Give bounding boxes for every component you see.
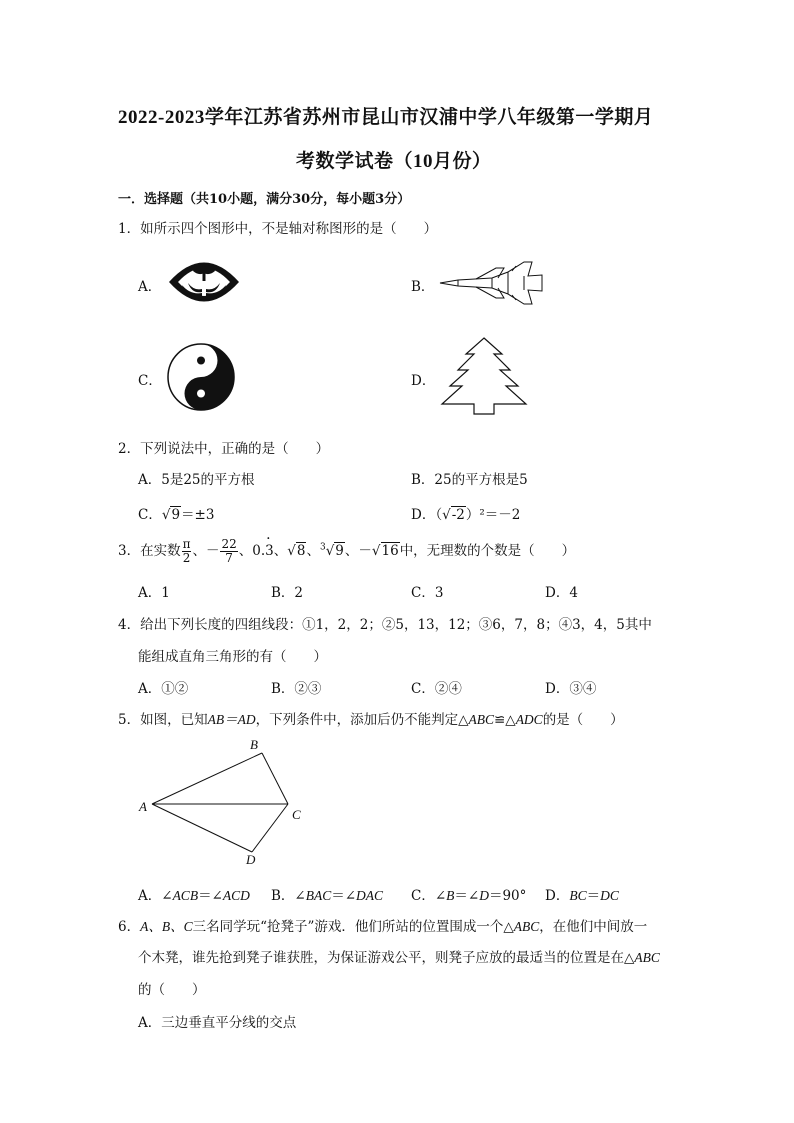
- q1-stem: 1．如所示四个图形中，不是轴对称图形的是（ ）: [118, 221, 438, 237]
- q5-option-c: C．∠B＝∠D＝90°: [411, 888, 527, 904]
- q5-point-a: A: [139, 799, 147, 814]
- q3-option-a: A．1: [138, 585, 170, 601]
- q2-option-a: A．5是25的平方根: [138, 472, 255, 488]
- emblem-icon: [166, 249, 242, 315]
- q6-stem-line1: 6．A、B、C三名同学玩“抢凳子”游戏．他们所站的位置围成一个△ABC，在他们中间放一: [118, 919, 648, 935]
- q6-stem-line2: 个木凳，谁先抢到凳子谁获胜，为保证游戏公平，则凳子应放的最适当的位置是在△ABC: [138, 950, 660, 966]
- page-title-line1: 2022-2023学年江苏省苏州市昆山市汉浦中学八年级第一学期月: [118, 107, 654, 128]
- q3-option-b: B．2: [271, 585, 304, 601]
- jet-plane-icon: [438, 258, 544, 308]
- q5-point-b: B: [250, 737, 258, 752]
- pine-tree-icon: [436, 336, 532, 416]
- q2-option-b: B．25的平方根是5: [411, 472, 528, 488]
- q1-label-a: A．: [138, 279, 162, 295]
- q3-frac-pi: $\frac{\pi}{2}$: [182, 537, 191, 565]
- q5-quadrilateral-diagram: [140, 735, 320, 870]
- q1-label-b: B．: [411, 279, 435, 295]
- q4-option-b: B．②③: [271, 681, 322, 697]
- q3-option-c: C．3: [411, 585, 444, 601]
- q6-stem-line3: 的（ ）: [138, 982, 206, 998]
- q4-option-d: D．③④: [545, 681, 597, 697]
- q5-option-a: A．∠ACB＝∠ACD: [138, 888, 250, 904]
- section-heading: 一．选择题（共10小题，满分30分，每小题3分）: [118, 192, 411, 207]
- q5-stem: 5．如图，已知AB＝AD，下列条件中，添加后仍不能判定△ABC≌△ADC的是（ ）: [118, 712, 624, 728]
- yin-yang-icon: [166, 342, 236, 412]
- q5-option-b: B．∠BAC＝∠DAC: [271, 888, 384, 904]
- q5-option-d: D．BC＝DC: [545, 888, 619, 904]
- q3-frac-22-7: $\frac{22}{7}$: [221, 537, 237, 565]
- q3-option-d: D．4: [545, 585, 578, 601]
- q2-option-c: C．√9＝±3: [138, 507, 215, 523]
- page-title-line2: 考数学试卷（10月份）: [296, 151, 492, 172]
- q2-option-d: D．（√-2）²＝－2: [411, 507, 521, 523]
- q3-stem: 3．在实数 $\frac{\pi}{2}$ 、－ $\frac{22}{7}$ 、0.· 3、√8、$^3$√9、－√16中，无理数的个数是（ ）: [118, 538, 575, 565]
- q4-option-c: C．②④: [411, 681, 462, 697]
- q1-label-d: D．: [411, 373, 436, 389]
- q4-option-a: A．①②: [138, 681, 189, 697]
- q1-label-c: C．: [138, 373, 162, 389]
- q6-option-a: A．三边垂直平分线的交点: [138, 1015, 297, 1031]
- q4-stem-line1: 4．给出下列长度的四组线段：①1，2，2；②5，13，12；③6，7，8；④3，4，5其中: [118, 617, 652, 633]
- q4-stem-line2: 能组成直角三角形的有（ ）: [138, 649, 327, 665]
- q5-point-c: C: [292, 807, 301, 822]
- q2-stem: 2．下列说法中，正确的是（ ）: [118, 441, 330, 457]
- q5-point-d: D: [246, 852, 256, 867]
